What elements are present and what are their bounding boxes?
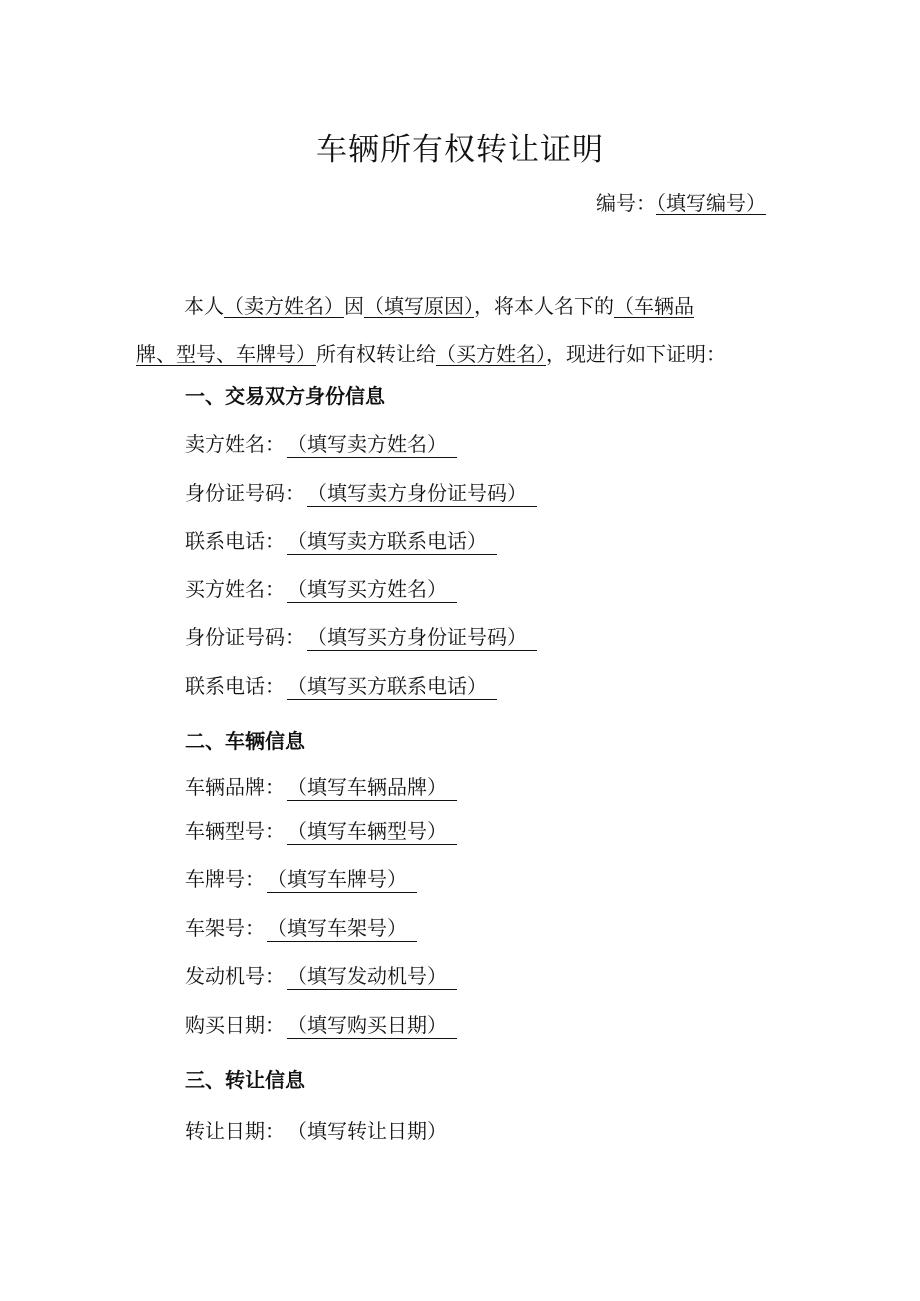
field-vehicle-brand <box>185 772 457 802</box>
field-value: （填写车辆型号） <box>287 818 457 845</box>
field-value: （填写购买日期） <box>287 1012 457 1039</box>
field-label: 身份证号码： <box>185 625 305 649</box>
field-label: 联系电话： <box>185 674 285 698</box>
field-label: 车架号： <box>185 916 265 940</box>
field-value: （填写买方姓名） <box>287 576 457 603</box>
field-value: （填写卖方姓名） <box>287 431 457 458</box>
field-value: （填写转让日期） <box>287 1119 447 1143</box>
field-label: 转让日期： <box>185 1119 285 1143</box>
reason-blank: （填写原因） <box>364 294 474 318</box>
intro-text: ，将本人名下的 <box>474 294 614 318</box>
field-value: （填写车牌号） <box>267 866 417 893</box>
seller-name-blank: （卖方姓名） <box>224 294 344 318</box>
field-label: 购买日期： <box>185 1013 285 1037</box>
field-label: 联系电话： <box>185 529 285 553</box>
buyer-name-blank: （买方姓名） <box>436 342 546 366</box>
field-engine-number <box>185 961 457 991</box>
field-value: （填写车辆品牌） <box>287 774 457 801</box>
field-label: 卖方姓名： <box>185 432 285 456</box>
document-number-value: （填写编号） <box>656 191 766 215</box>
section-heading-transfer: 三、转让信息 <box>185 1068 305 1092</box>
intro-text: 因 <box>344 294 364 318</box>
field-value: （填写发动机号） <box>287 963 457 990</box>
field-plate-number <box>185 864 417 894</box>
field-vin <box>185 913 417 943</box>
vehicle-blank-part-2: 牌、型号、车牌号） <box>136 342 316 366</box>
field-seller-phone <box>185 526 497 556</box>
section-heading-parties: 一、交易双方身份信息 <box>185 384 385 408</box>
field-buyer-name <box>185 574 457 604</box>
intro-line-2 <box>136 330 786 378</box>
field-buyer-phone <box>185 671 497 701</box>
field-label: 买方姓名： <box>185 577 285 601</box>
field-buyer-id <box>185 622 537 652</box>
intro-text: 所有权转让给 <box>316 342 436 366</box>
field-seller-id <box>185 478 537 508</box>
field-value: （填写车架号） <box>267 915 417 942</box>
vehicle-blank-part-1: （车辆品 <box>614 294 694 318</box>
document-title: 车辆所有权转让证明 <box>316 132 604 168</box>
field-vehicle-model <box>185 816 457 846</box>
field-seller-name <box>185 429 457 459</box>
intro-text: 本人 <box>184 294 224 318</box>
intro-text: ，现进行如下证明： <box>546 342 726 366</box>
document-number-label: 编号： <box>596 191 656 215</box>
field-value: （填写买方联系电话） <box>287 673 497 700</box>
field-value: （填写买方身份证号码） <box>307 624 537 651</box>
field-value: （填写卖方联系电话） <box>287 528 497 555</box>
field-label: 车辆型号： <box>185 819 285 843</box>
field-label: 车牌号： <box>185 867 265 891</box>
intro-paragraph <box>136 282 786 378</box>
intro-line-1 <box>136 282 786 330</box>
field-purchase-date <box>185 1010 457 1040</box>
field-label: 身份证号码： <box>185 481 305 505</box>
field-value: （填写卖方身份证号码） <box>307 480 537 507</box>
document-number <box>596 188 766 218</box>
field-label: 车辆品牌： <box>185 775 285 799</box>
field-transfer-date <box>185 1116 457 1146</box>
section-heading-vehicle: 二、车辆信息 <box>185 729 305 753</box>
field-label: 发动机号： <box>185 964 285 988</box>
